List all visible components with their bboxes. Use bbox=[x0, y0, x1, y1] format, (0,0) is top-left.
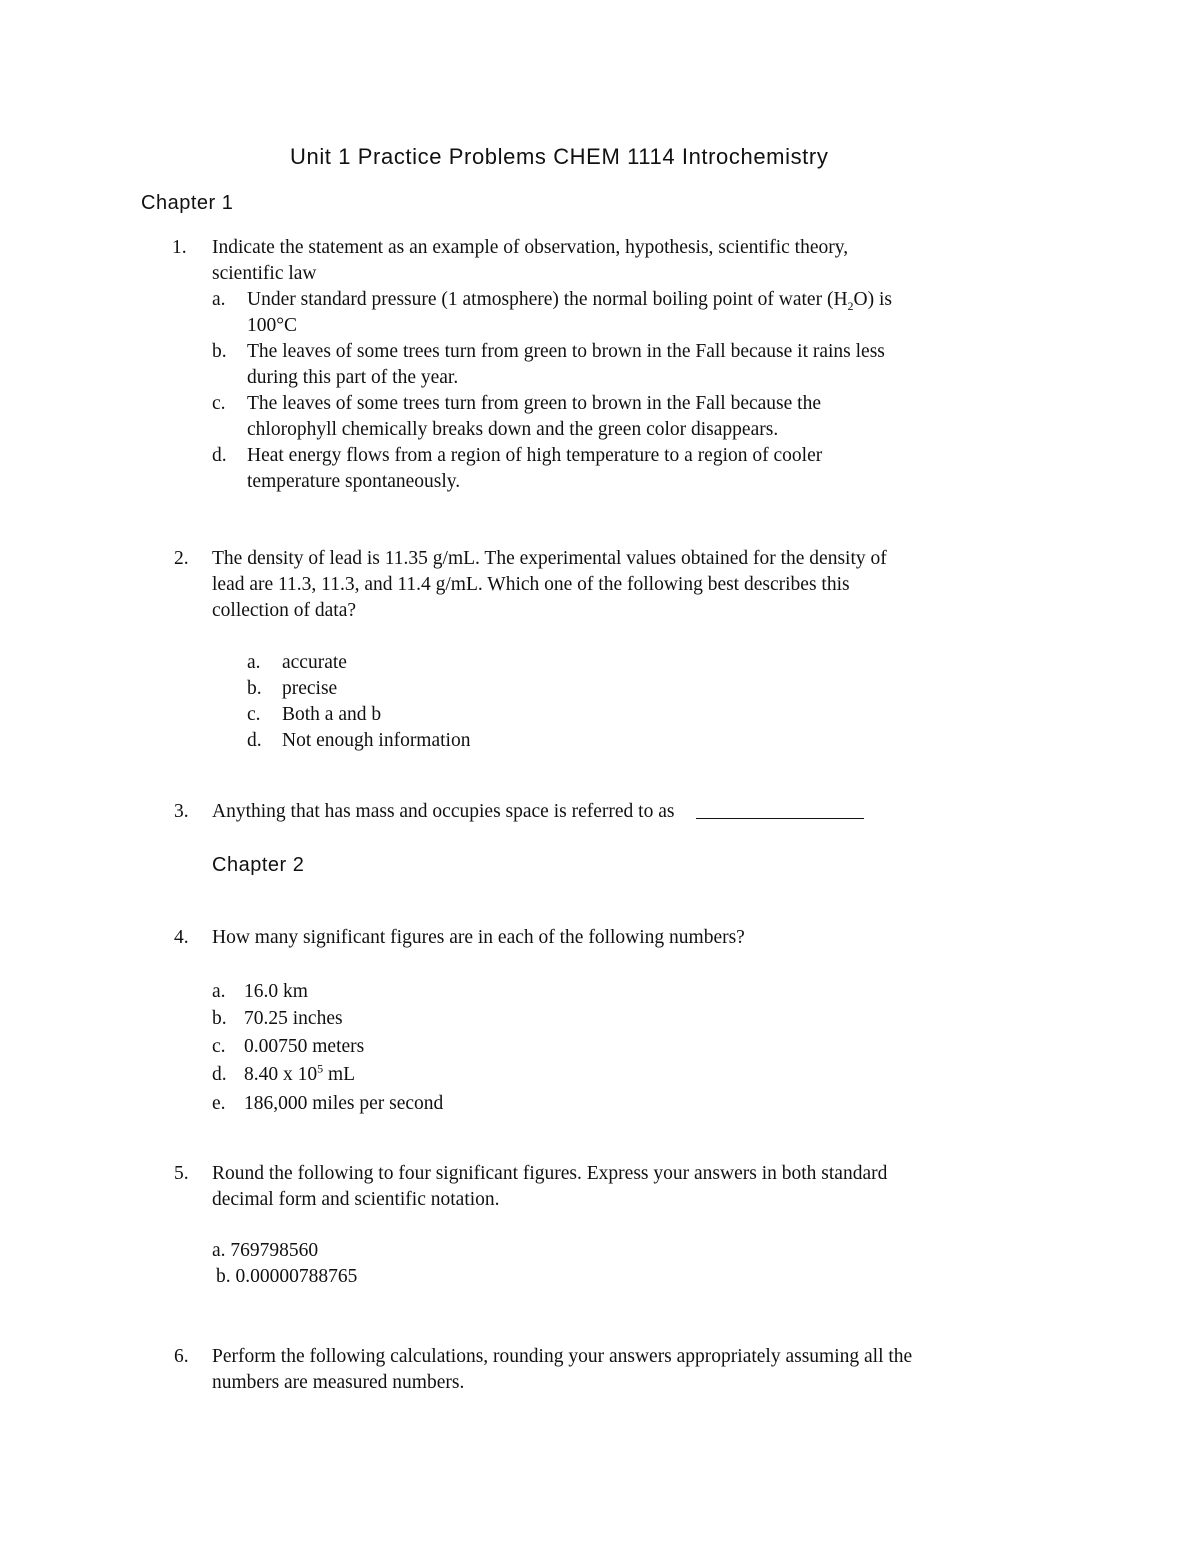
question-text: numbers are measured numbers. bbox=[212, 1372, 465, 1393]
option-text: 16.0 km bbox=[244, 981, 308, 1002]
option-text: chlorophyll chemically breaks down and the green color disappears. bbox=[247, 419, 779, 440]
question-text: Indicate the statement as an example of observation, hypothesis, scientific theory, bbox=[212, 237, 849, 258]
question-text: lead are 11.3, 11.3, and 11.4 g/mL. Which one of the following best describes this bbox=[212, 574, 850, 595]
option-text: Not enough information bbox=[282, 730, 471, 751]
option-text: 0.00750 meters bbox=[244, 1036, 365, 1057]
option-label: c. bbox=[247, 704, 261, 725]
option-text: Heat energy flows from a region of high temperature to a region of cooler bbox=[247, 445, 823, 466]
option-text: during this part of the year. bbox=[247, 367, 459, 388]
question-number: 1. bbox=[172, 237, 187, 258]
option-label: e. bbox=[212, 1093, 226, 1114]
option-text: b. 0.00000788765 bbox=[216, 1266, 358, 1287]
question-number: 3. bbox=[174, 801, 189, 822]
option-label: b. bbox=[212, 341, 227, 362]
question-number: 4. bbox=[174, 927, 189, 948]
option-text: The leaves of some trees turn from green to brown in the Fall because it rains less bbox=[247, 341, 885, 362]
question-text: scientific law bbox=[212, 263, 317, 284]
option-text: 8.40 x $10^5$ mL bbox=[244, 1061, 356, 1085]
subscript: 2 bbox=[847, 298, 854, 313]
question-number: 5. bbox=[174, 1163, 189, 1184]
page-title: Unit 1 Practice Problems CHEM 1114 Introchemistry bbox=[290, 144, 829, 169]
question-text: The density of lead is 11.35 g/mL. The experimental values obtained for the density of bbox=[212, 548, 887, 569]
option-label: c. bbox=[212, 393, 226, 414]
chapter-heading-1: Chapter 1 bbox=[141, 192, 234, 214]
option-label: c. bbox=[212, 1036, 226, 1057]
question-number: 6. bbox=[174, 1346, 189, 1367]
option-label: a. bbox=[247, 652, 261, 673]
question-number: 2. bbox=[174, 548, 189, 569]
question-text: Round the following to four significant figures. Express your answers in both standard bbox=[212, 1163, 888, 1184]
option-text: 186,000 miles per second bbox=[244, 1093, 444, 1114]
option-text: a. 769798560 bbox=[212, 1240, 319, 1261]
option-text: 70.25 inches bbox=[244, 1008, 343, 1029]
option-text: Both a and b bbox=[282, 704, 382, 725]
option-label: a. bbox=[212, 981, 226, 1002]
chapter-heading-2: Chapter 2 bbox=[212, 854, 305, 876]
question-text: decimal form and scientific notation. bbox=[212, 1189, 500, 1210]
question-text: Perform the following calculations, rounding your answers appropriately assuming all the bbox=[212, 1346, 913, 1367]
option-text: accurate bbox=[282, 652, 347, 673]
option-label: a. bbox=[212, 289, 226, 310]
question-text: collection of data? bbox=[212, 600, 357, 621]
question-text: Anything that has mass and occupies space is referred to as bbox=[212, 802, 864, 822]
superscript: 5 bbox=[317, 1061, 324, 1076]
answer-blank bbox=[696, 818, 864, 819]
option-text: Under standard pressure (1 atmosphere) the normal boiling point of water $(H_2O)$ is bbox=[247, 289, 892, 313]
option-label: d. bbox=[212, 1064, 227, 1085]
option-text: precise bbox=[282, 678, 338, 699]
option-label: d. bbox=[247, 730, 262, 751]
option-text: 100°C bbox=[247, 315, 298, 336]
option-label: b. bbox=[212, 1008, 227, 1029]
option-label: d. bbox=[212, 445, 227, 466]
question-text: How many significant figures are in each of the following numbers? bbox=[212, 927, 745, 948]
option-text: temperature spontaneously. bbox=[247, 471, 461, 492]
option-text: The leaves of some trees turn from green to brown in the Fall because the bbox=[247, 393, 821, 414]
option-label: b. bbox=[247, 678, 262, 699]
